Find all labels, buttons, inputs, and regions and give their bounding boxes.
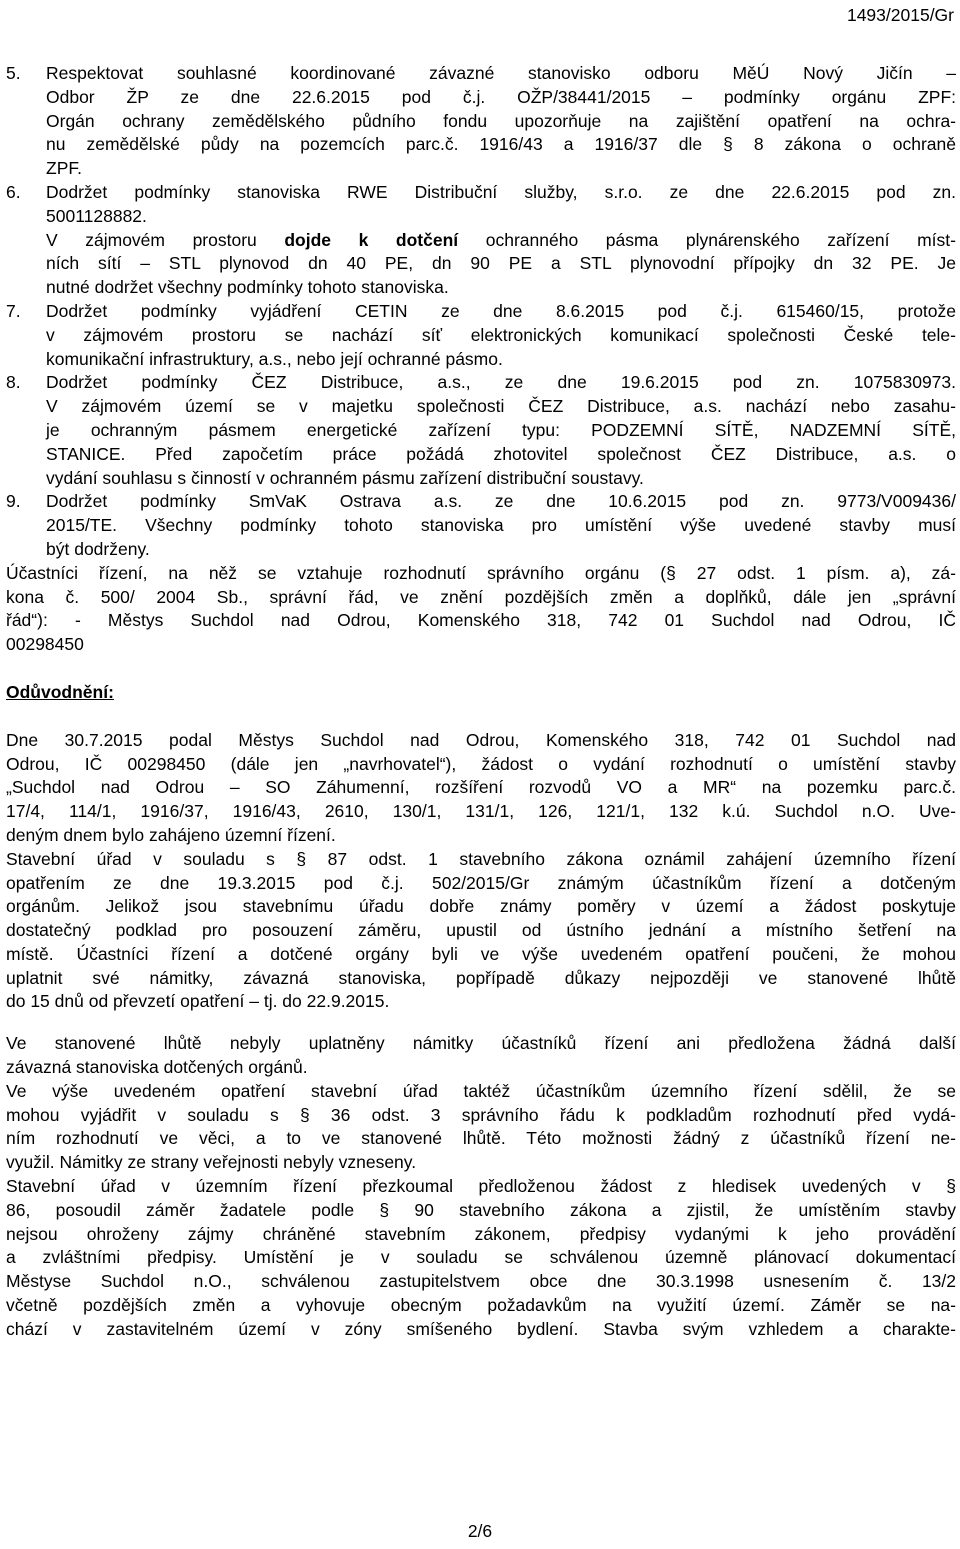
condition-number: 8. — [6, 372, 21, 393]
condition-6 — [6, 181, 956, 300]
paragraph-line: Ve výše uvedeném opatření stavební úřad taktéž účastníkům územního řízení sdělil, že se — [6, 1080, 956, 1101]
condition-line: Dodržet podmínky ČEZ Distribuce, a.s., ze dne 19.6.2015 pod zn. 1075830973. — [46, 372, 956, 393]
condition-line: nu zemědělské půdy na pozemcích parc.č. 1916/43 a 1916/37 dle § 8 zákona o ochraně — [46, 134, 956, 155]
paragraph-line: 86, posoudil záměr žadatele podle § 90 stavebního zákona a zjistil, že umístěním stavby — [6, 1199, 956, 1220]
paragraph-line: závazná stanoviska dotčených orgánů. — [6, 1057, 308, 1078]
condition-line: Dodržet podmínky stanoviska RWE Distribuční služby, s.r.o. ze dne 22.6.2015 pod zn. — [46, 181, 956, 202]
condition-line: ZPF. — [46, 158, 82, 179]
paragraph-line: využil. Námitky ze strany veřejnosti nebyly vzneseny. — [6, 1152, 417, 1173]
condition-7 — [6, 300, 956, 371]
paragraph-line: 00298450 — [6, 634, 84, 655]
paragraph-line: Stavební úřad v souladu s § 87 odst. 1 stavebního zákona oznámil zahájení územního řízení — [6, 848, 956, 869]
document-body — [6, 62, 956, 1342]
emphasis-text: dojde k dotčení — [284, 229, 459, 250]
reasoning-heading: Odůvodnění: — [6, 681, 114, 702]
condition-5 — [6, 62, 956, 181]
condition-line: je ochranným pásmem energetické zařízení typu: PODZEMNÍ SÍTĚ, NADZEMNÍ SÍTĚ, — [46, 419, 956, 440]
condition-line: Dodržet podmínky vyjádření CETIN ze dne 8.6.2015 pod č.j. 615460/15, protože — [46, 300, 956, 321]
condition-line: V zájmovém území se v majetku společnosti ČEZ Distribuce, a.s. nachází nebo zasahu- — [46, 396, 956, 417]
condition-line: být dodrženy. — [46, 538, 150, 559]
paragraph-line: 17/4, 114/1, 1916/37, 1916/43, 2610, 130/1, 131/1, 126, 121/1, 132 k.ú. Suchdol n.O. Uve- — [6, 801, 956, 822]
reasoning-paragraph-1 — [6, 729, 956, 848]
paragraph-line: Stavební úřad v územním řízení přezkoumal předloženou žádost z hledisek uvedených v § — [6, 1176, 956, 1197]
paragraph-line: deným dnem bylo zahájeno územní řízení. — [6, 824, 336, 845]
page-number: 2/6 — [467, 1521, 493, 1541]
reasoning-paragraph-4 — [6, 1080, 956, 1175]
condition-number: 6. — [6, 181, 21, 202]
paragraph-line: Účastníci řízení, na něž se vztahuje rozhodnutí správního orgánu (§ 27 odst. 1 písm. a), zá- — [6, 562, 956, 583]
condition-number: 5. — [6, 63, 21, 83]
paragraph-line: Dne 30.7.2015 podal Městys Suchdol nad Odrou, Komenského 318, 742 01 Suchdol nad — [6, 729, 956, 750]
paragraph-line: Městyse Suchdol n.O., schválenou zastupitelstvem obce dne 30.3.1998 usnesením č. 13/2 — [6, 1271, 956, 1292]
paragraph-line: „Suchdol nad Odrou – SO Záhumenní, rozšíření rozvodů VO a MR“ na pozemku parc.č. — [6, 777, 956, 798]
condition-line: nutné dodržet všechny podmínky tohoto stanoviska. — [46, 277, 449, 298]
paragraph-line: mohou vyjádřit v souladu s § 36 odst. 3 správního řádu k podkladům rozhodnutí před vydá- — [6, 1104, 956, 1125]
paragraph-line: dostatečný podklad pro posouzení záměru, upustil od ústního jednání a místního šetření na — [6, 920, 956, 941]
condition-number: 9. — [6, 491, 21, 512]
paragraph-line: včetně pozdějších změn a vyhovuje obecným požadavkům na využití území. Záměr se na- — [6, 1295, 956, 1316]
condition-line: 2015/TE. Všechny podmínky tohoto stanoviska pro umístění výše uvedené stavby musí — [46, 515, 956, 536]
paragraph-line: opatřením ze dne 19.3.2015 pod č.j. 502/2015/Gr známým účastníkům řízení a dotčeným — [6, 872, 956, 893]
paragraph-line: orgánům. Jelikož jsou stavebnímu úřadu dobře známy poměry v území a žádost poskytuje — [6, 896, 956, 917]
paragraph-line: nejsou ohroženy zájmy chráněné stavebním zákonem, předpisy vydanými k jeho provádění — [6, 1223, 956, 1244]
condition-line: vydání souhlasu s činností v ochranném pásmu zařízení distribuční soustavy. — [46, 467, 644, 488]
paragraph-line: řád“): - Městys Suchdol nad Odrou, Komenského 318, 742 01 Suchdol nad Odrou, IČ — [6, 610, 956, 631]
paragraph-line: a zvláštními předpisy. Umístění je v souladu se schválenou územně plánovací dokumentací — [6, 1247, 956, 1268]
reasoning-paragraph-3 — [6, 1032, 956, 1080]
paragraph-line: chází v zastavitelném území v zóny smíšeného bydlení. Stavba svým vzhledem a charakte- — [6, 1318, 956, 1339]
paragraph-line: Ve stanovené lhůtě nebyly uplatněny námitky účastníků řízení ani předložena žádná další — [6, 1033, 956, 1054]
condition-8 — [6, 371, 956, 490]
condition-line: Respektovat souhlasné koordinované závazné stanovisko odboru MěÚ Nový Jičín – — [46, 63, 956, 83]
paragraph-line: místě. Účastníci řízení a dotčené orgány byli ve výše uvedeném opatření poučeni, že mohou — [6, 943, 956, 964]
condition-line: V zájmovém prostoru dojde k dotčení ochranného pásma plynárenského zařízení míst- — [46, 229, 956, 250]
condition-line: ních sítí – STL plynovod dn 40 PE, dn 90 PE a STL plynovodní přípojky dn 32 PE. Je — [46, 253, 956, 274]
paragraph-line: ním rozhodnutí ve věci, a to ve stanovené lhůtě. Této možnosti žádný z účastníků řízení ne- — [6, 1128, 956, 1149]
condition-9 — [6, 490, 956, 561]
condition-line: v zájmovém prostoru se nachází síť elektronických komunikací společnosti České tele- — [46, 324, 956, 345]
condition-line: Odbor ŽP ze dne 22.6.2015 pod č.j. OŽP/38441/2015 – podmínky orgánu ZPF: — [46, 86, 956, 107]
condition-line: 5001128882. — [46, 205, 147, 226]
condition-line: Orgán ochrany zemědělského půdního fondu upozorňuje na zajištění opatření na ochra- — [46, 110, 956, 131]
reasoning-paragraph-5 — [6, 1175, 956, 1342]
paragraph-line: do 15 dnů od převzetí opatření – tj. do 22.9.2015. — [6, 991, 390, 1012]
condition-line: komunikační infrastruktury, a.s., nebo její ochranné pásmo. — [46, 348, 503, 369]
reasoning-paragraph-2 — [6, 848, 956, 1015]
paragraph-line: uplatnit své námitky, závazná stanoviska, popřípadě důkazy nejpozději ve stanovené lhůtě — [6, 967, 956, 988]
participants-paragraph — [6, 562, 956, 657]
condition-number: 7. — [6, 300, 21, 321]
paragraph-line: kona č. 500/ 2004 Sb., správní řád, ve znění pozdějších změn a doplňků, dále jen „správní — [6, 586, 956, 607]
paragraph-line: Odrou, IČ 00298450 (dále jen „navrhovatel“), žádost o vydání rozhodnutí o umístění stavby — [6, 753, 956, 774]
condition-line: STANICE. Před započetím práce požádá zhotovitel společnost ČEZ Distribuce, a.s. o — [46, 443, 956, 464]
document-reference: 1493/2015/Gr — [846, 5, 954, 25]
condition-line: Dodržet podmínky SmVaK Ostrava a.s. ze dne 10.6.2015 pod zn. 9773/V009436/ — [46, 491, 956, 512]
